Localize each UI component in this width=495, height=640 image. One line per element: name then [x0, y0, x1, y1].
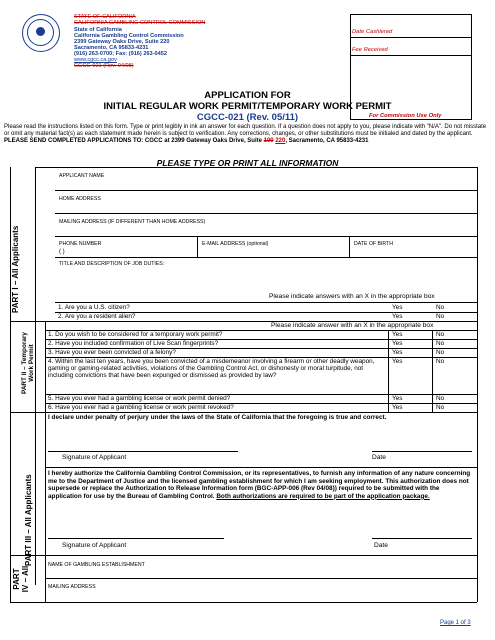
- page-number: Page 1 of 3: [440, 620, 471, 626]
- date-cashiered-label: Date Cashiered: [352, 29, 393, 35]
- question-us-citizen: 1. Are you a U.S. citizen?: [58, 304, 130, 311]
- misdemeanor-no[interactable]: No: [436, 358, 445, 365]
- signature-line-2[interactable]: Signature of Applicant: [62, 542, 127, 549]
- part2-side-label: PART II – Temporary Work Permit: [21, 332, 35, 394]
- state-seal-icon: [22, 14, 60, 52]
- question-denied: 5. Have you ever had a gambling license or work permit denied?: [48, 395, 231, 402]
- home-address-field[interactable]: HOME ADDRESS: [59, 196, 101, 202]
- send-address: PLEASE SEND COMPLETED APPLICATIONS TO: CGCC at 2399 Gateway Oaks Drive, Suite 100 220, Sacramento, CA 95833-4231: [4, 138, 369, 144]
- website-link[interactable]: www.cgcc.ca.gov: [74, 57, 117, 63]
- form-title-line1: APPLICATION FOR: [204, 90, 291, 101]
- question-temp-permit: 1. Do you wish to be considered for a temporary work permit?: [48, 331, 223, 338]
- part2-indicate-note: Please indicate answer with an X in the appropriate box: [271, 322, 434, 329]
- question-misdemeanor: 4. Within the last ten years, have you been convicted of a misdemeanor involving a firearm or other deadly weapon, gaming or gaming-related activities, violations of the Gambling Control Act, or dishonesty or moral turpitude, not including convictions that have been expunged or dismissed as provided by law?: [48, 358, 375, 380]
- gambling-establishment-field[interactable]: NAME OF GAMBLING ESTABLISHMENT: [48, 562, 145, 568]
- question-felony: 3. Have you ever been convicted of a felony?: [48, 349, 176, 356]
- live-scan-yes[interactable]: Yes: [392, 340, 403, 347]
- denied-yes[interactable]: Yes: [392, 395, 403, 402]
- date-line-2[interactable]: Date: [374, 542, 388, 549]
- revoked-no[interactable]: No: [436, 404, 445, 411]
- revoked-yes[interactable]: Yes: [392, 404, 403, 411]
- establishment-mailing-field[interactable]: MAILING ADDRESS: [48, 584, 96, 590]
- city-address: Sacramento, CA 95833-4231: [74, 45, 149, 51]
- temp-permit-no[interactable]: No: [436, 331, 445, 338]
- question-revoked: 6. Have you ever had a gambling license or work permit revoked?: [48, 404, 234, 411]
- state-name: State of California: [74, 27, 122, 33]
- instructions-text: [4, 124, 490, 145]
- phone-parens: ( ): [59, 249, 65, 255]
- commission-name: California Gambling Control Commission: [74, 33, 184, 39]
- live-scan-no[interactable]: No: [436, 340, 445, 347]
- type-or-print-banner: PLEASE TYPE OR PRINT ALL INFORMATION: [156, 158, 339, 168]
- commission-use-label: For Commission Use Only: [369, 113, 442, 119]
- question-live-scan: 2. Have you included confirmation of Live Scan fingerprints?: [48, 340, 219, 347]
- job-duties-field[interactable]: TITLE AND DESCRIPTION OF JOB DUTIES:: [59, 261, 165, 267]
- question-resident-alien: 2. Are you a resident alien?: [58, 313, 136, 320]
- old-commission-text: CALIFORNIA GAMBLING CONTROL COMMISSION: [74, 20, 206, 26]
- old-form-number: CGCC-021 (Rev. 04/08): [74, 63, 134, 69]
- felony-no[interactable]: No: [436, 349, 445, 356]
- signature-line-1[interactable]: Signature of Applicant: [62, 454, 127, 461]
- street-address: 2399 Gateway Oaks Drive, Suite 220: [74, 39, 170, 45]
- resident-alien-yes[interactable]: Yes: [392, 313, 403, 320]
- us-citizen-no[interactable]: No: [436, 304, 445, 311]
- fee-received-label: Fee Received: [352, 47, 388, 53]
- instructions-body: Please read the instructions listed on this form. Type or print legibly in ink an answer for each question. If a question does not apply to you, please indicate with "N/A". Do not misstate or omit any material fact(s) as each statement made herein is subject to verification. Any corrections, changes, or other substitutions must be initialed and dated by the applicant.: [4, 124, 487, 137]
- form-number: CGCC-021 (Rev. 05/11): [196, 112, 299, 123]
- perjury-declaration: I declare under penalty of perjury under the laws of the State of California that the foregoing is true and correct.: [48, 414, 387, 421]
- applicant-name-field[interactable]: APPLICANT NAME: [59, 173, 105, 179]
- denied-no[interactable]: No: [436, 395, 445, 402]
- us-citizen-yes[interactable]: Yes: [392, 304, 403, 311]
- date-line-1[interactable]: Date: [372, 454, 386, 461]
- misdemeanor-yes[interactable]: Yes: [392, 358, 403, 365]
- felony-yes[interactable]: Yes: [392, 349, 403, 356]
- dob-field[interactable]: DATE OF BIRTH: [354, 241, 394, 247]
- phone-number-field[interactable]: PHONE NUMBER: [59, 241, 102, 247]
- mailing-address-field[interactable]: MAILING ADDRESS (IF DIFFERENT THAN HOME ADDRESS): [59, 219, 206, 225]
- part3-side-label: PART III – All Applicants: [24, 474, 33, 566]
- resident-alien-no[interactable]: No: [436, 313, 445, 320]
- authorization-text: I hereby authorize the California Gambling Control Commission, or its representatives, to furnish any information of any nature concerning me to the Department of Justice and the licensed gambling establishment for which I am seeking employment. This authorization does not supersede or replace the Authorization to Release Information form (BGC-APP-006 (Rev 04/08)) required to be submitted with the application for use by the Bureau of Gambling Control. Both authorizations are required to be part of the application package.: [48, 470, 471, 500]
- phone-fax: (916) 263-0700; Fax: (916) 263-0452: [74, 51, 167, 57]
- part1-indicate-note: Please indicate answers with an X in the appropriate box: [269, 293, 435, 300]
- old-agency-text: STATE OF CALIFORNIA: [74, 14, 136, 20]
- temp-permit-yes[interactable]: Yes: [392, 331, 403, 338]
- form-title-line2: INITIAL REGULAR WORK PERMIT/TEMPORARY WORK PERMIT: [103, 101, 392, 112]
- part4-side-label: PART IV – All: [12, 565, 30, 593]
- email-field[interactable]: E-MAIL ADDRESS (optional): [202, 241, 269, 247]
- part1-side-label: PART I – All Applicants: [11, 225, 20, 313]
